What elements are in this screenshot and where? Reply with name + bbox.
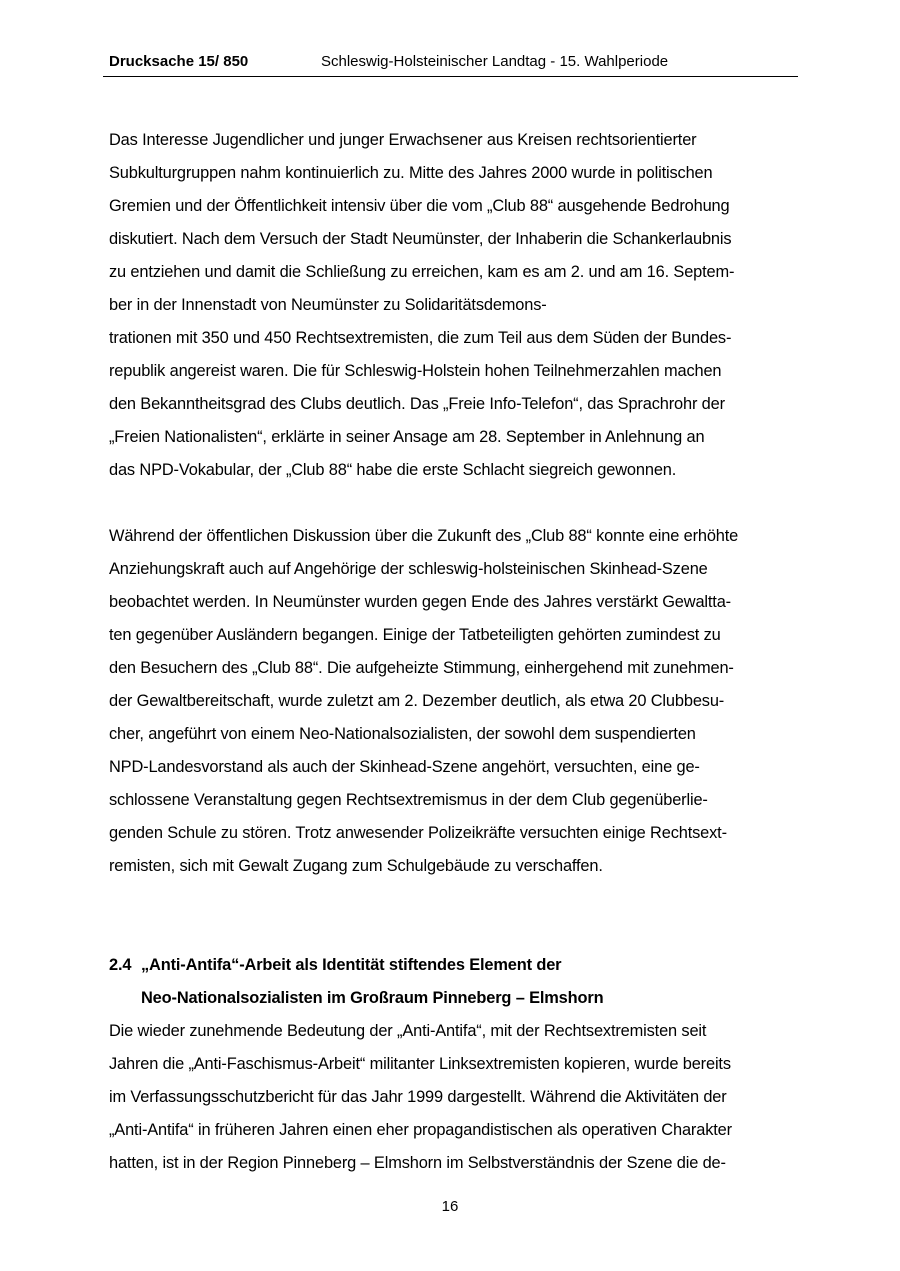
section-number: 2.4 (109, 956, 132, 974)
text-line: zu entziehen und damit die Schließung zu erreichen, kam es am 2. und am 16. Septem- (109, 263, 735, 281)
paragraph-3 (109, 1015, 799, 1180)
text-line: ten gegenüber Ausländern begangen. Einige der Tatbeteiligten gehörten zumindest zu (109, 626, 721, 644)
paragraph-1 (109, 124, 799, 487)
text-line: das NPD-Vokabular, der „Club 88“ habe die erste Schlacht siegreich gewonnen. (109, 461, 677, 479)
section-title-line-2: Neo-Nationalsozialisten im Großraum Pinneberg – Elmshorn (141, 989, 604, 1007)
text-line: der Gewaltbereitschaft, wurde zuletzt am 2. Dezember deutlich, als etwa 20 Clubbesu- (109, 692, 725, 710)
page-body (109, 124, 799, 1180)
paragraph-2 (109, 520, 799, 883)
text-line: Anziehungskraft auch auf Angehörige der schleswig-holsteinischen Skinhead-Szene (109, 560, 708, 578)
text-line: genden Schule zu stören. Trotz anwesender Polizeikräfte versuchten einige Rechtsext- (109, 824, 727, 842)
text-line: den Bekanntheitsgrad des Clubs deutlich. Das „Freie Info-Telefon“, das Sprachrohr der (109, 395, 725, 413)
text-line: den Besuchern des „Club 88“. Die aufgeheizte Stimmung, einhergehend mit zunehmen- (109, 659, 734, 677)
text-line: Die wieder zunehmende Bedeutung der „Anti-Antifa“, mit der Rechtsextremisten seit (109, 1022, 707, 1040)
text-line: Während der öffentlichen Diskussion über die Zukunft des „Club 88“ konnte eine erhöhte (109, 527, 739, 545)
document-number: Drucksache 15/ 850 (109, 53, 249, 70)
text-line: beobachtet werden. In Neumünster wurden gegen Ende des Jahres verstärkt Gewaltta- (109, 593, 731, 611)
text-line: diskutiert. Nach dem Versuch der Stadt Neumünster, der Inhaberin die Schankerlaubnis (109, 230, 732, 248)
section-title-line-1: „Anti-Antifa“-Arbeit als Identität stiftendes Element der (141, 956, 562, 974)
text-line: Subkulturgruppen nahm kontinuierlich zu. Mitte des Jahres 2000 wurde in politischen (109, 164, 713, 182)
text-line: cher, angeführt von einem Neo-Nationalsozialisten, der sowohl dem suspendierten (109, 725, 696, 743)
section-heading (109, 949, 799, 1015)
text-line: ber in der Innenstadt von Neumünster zu Solidaritätsdemons- (109, 296, 547, 314)
text-line: im Verfassungsschutzbericht für das Jahr 1999 dargestellt. Während die Aktivitäten der (109, 1088, 727, 1106)
text-line: schlossene Veranstaltung gegen Rechtsextremismus in der dem Club gegenüberlie- (109, 791, 708, 809)
text-line: „Anti-Antifa“ in früheren Jahren einen eher propagandistischen als operativen Charakter (109, 1121, 732, 1139)
text-line: NPD-Landesvorstand als auch der Skinhead-Szene angehört, versuchten, eine ge- (109, 758, 700, 776)
text-line: Das Interesse Jugendlicher und junger Erwachsener aus Kreisen rechtsorientierter (109, 131, 697, 149)
text-line: Gremien und der Öffentlichkeit intensiv über die vom „Club 88“ ausgehende Bedrohung (109, 197, 730, 215)
page-number: 16 (441, 1198, 459, 1215)
text-line: Jahren die „Anti-Faschismus-Arbeit“ militanter Linksextremisten kopieren, wurde bereits (109, 1055, 731, 1073)
document-title: Schleswig-Holsteinischer Landtag - 15. Wahlperiode (321, 53, 669, 70)
text-line: republik angereist waren. Die für Schleswig-Holstein hohen Teilnehmerzahlen machen (109, 362, 722, 380)
text-line: „Freien Nationalisten“, erklärte in seiner Ansage am 28. September in Anlehnung an (109, 428, 705, 446)
text-line: trationen mit 350 und 450 Rechtsextremisten, die zum Teil aus dem Süden der Bundes- (109, 329, 732, 347)
text-line: remisten, sich mit Gewalt Zugang zum Schulgebäude zu verschaffen. (109, 857, 603, 875)
text-line: hatten, ist in der Region Pinneberg – Elmshorn im Selbstverständnis der Szene die de- (109, 1154, 726, 1172)
page-header (103, 52, 798, 77)
